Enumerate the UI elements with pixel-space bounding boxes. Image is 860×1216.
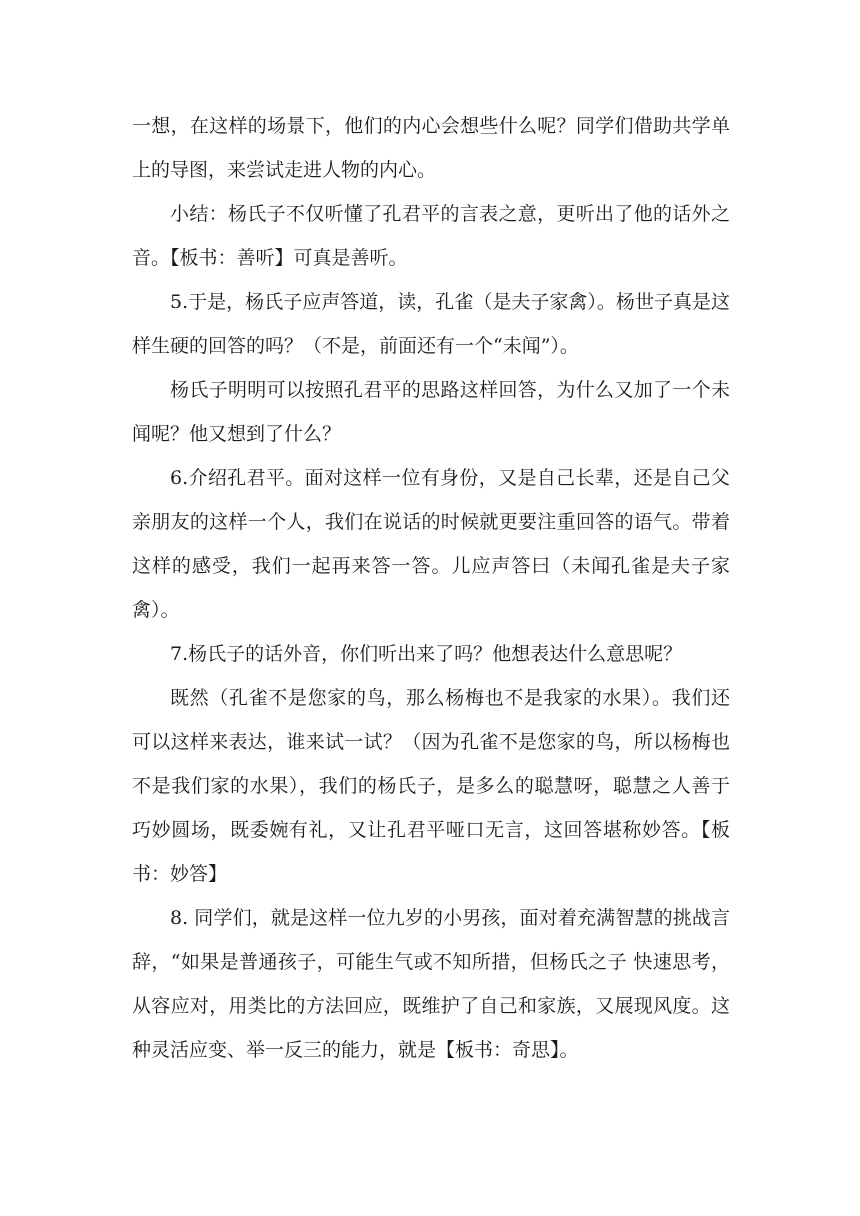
paragraph-1: 一想，在这样的场景下，他们的内心会想些什么呢？同学们借助共学单上的导图，来尝试走进人物的内心。 (132, 115, 730, 181)
paragraph-5: 6.介绍孔君平。面对这样一位有身份，又是自己长辈，还是自己父亲朋友的这样一个人，我们在说话的时候就更要注重回答的语气。带着这样的感受，我们一起再来答一答。儿应声答曰（未闻孔雀是夫子家禽）。 (132, 467, 730, 621)
paragraph-7: 既然（孔雀不是您家的鸟，那么杨梅也不是我家的水果）。我们还可以这样来表达，谁来试一试？（因为孔雀不是您家的鸟，所以杨梅也不是我们家的水果），我们的杨氏子，是多么的聪慧呀，聪慧之人善于巧妙圆场，既委婉有礼，又让孔君平哑口无言，这回答堪称妙答。【板书：妙答】 (132, 687, 730, 885)
paragraph-6: 7.杨氏子的话外音，你们听出来了吗？他想表达什么意思呢？ (170, 643, 683, 665)
paragraph-3: 5.于是，杨氏子应声答道，读，孔雀（是夫子家禽）。杨世子真是这样生硬的回答的吗？（不是，前面还有一个“未闻”）。 (132, 291, 730, 357)
document-page (132, 104, 730, 1072)
paragraph-2: 小结：杨氏子不仅听懂了孔君平的言表之意，更听出了他的话外之音。【板书：善听】可真是善听。 (132, 203, 730, 269)
paragraph-8: 8. 同学们，就是这样一位九岁的小男孩，面对着充满智慧的挑战言辞，“如果是普通孩子，可能生气或不知所措，但杨氏之子 快速思考，从容应对，用类比的方法回应，既维护了自己和家族，又展现风度。这种灵活应变、举一反三的能力，就是【板书：奇思】。 (132, 907, 730, 1061)
paragraph-4: 杨氏子明明可以按照孔君平的思路这样回答，为什么又加了一个未闻呢？他又想到了什么？ (132, 379, 730, 445)
